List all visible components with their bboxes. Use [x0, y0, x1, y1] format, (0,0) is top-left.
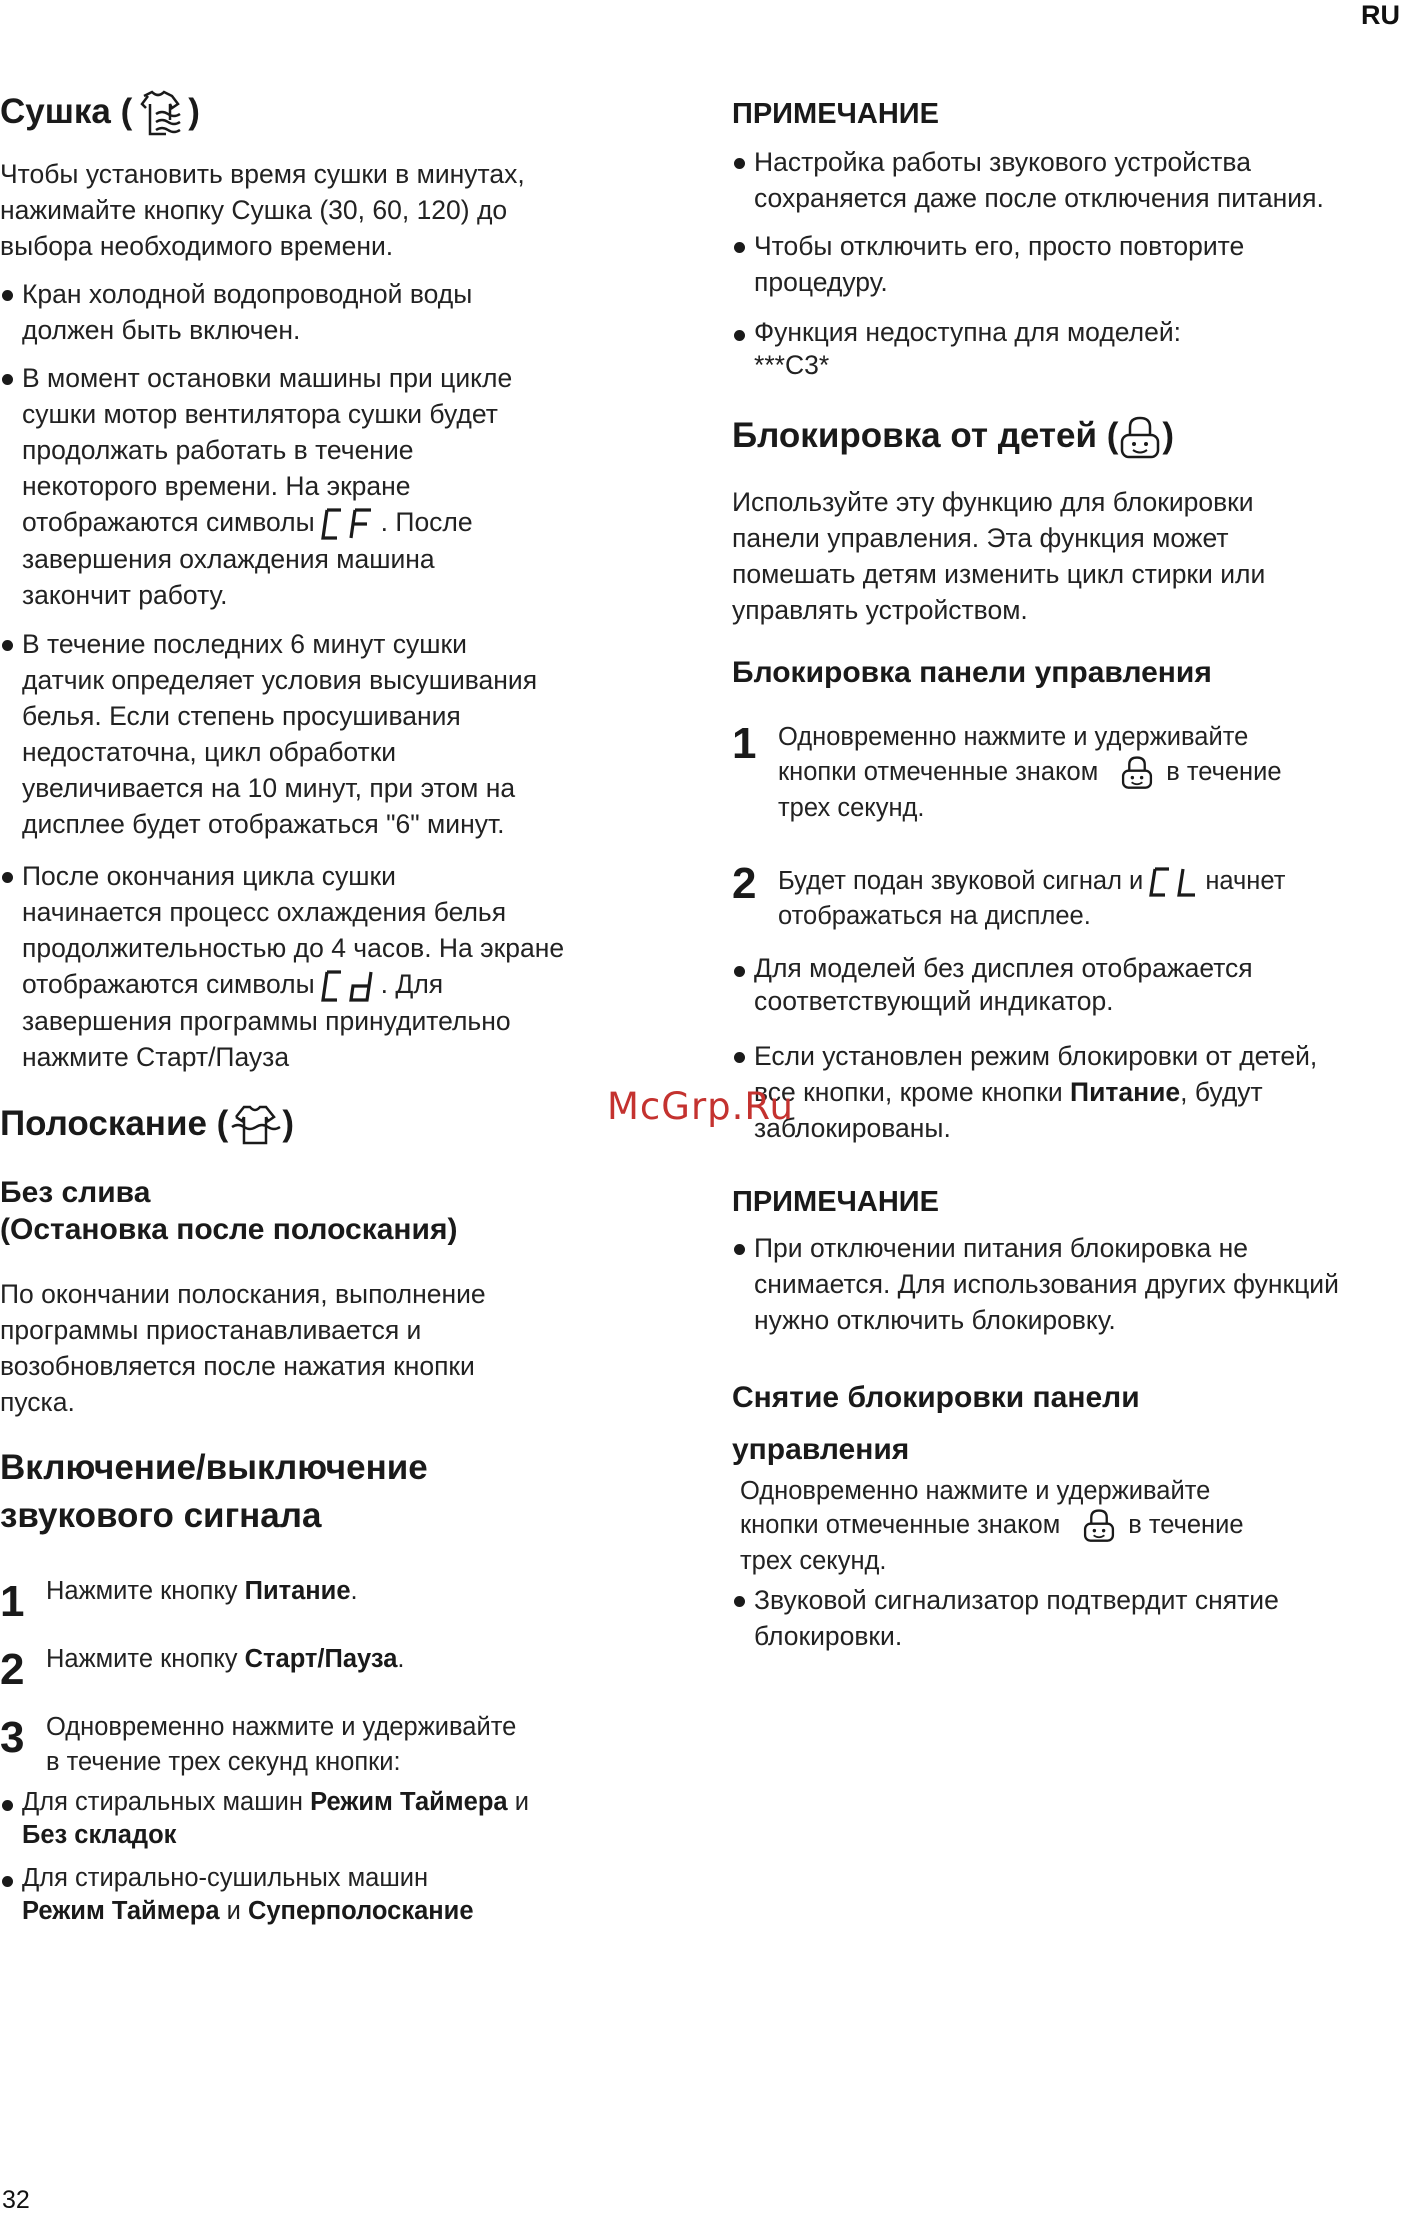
watermark: McGrp.Ru [607, 1085, 794, 1128]
lock-step-1-text: Одновременно нажмите и удерживайте кнопки отмеченные знаком в течение трех секунд. [778, 723, 1282, 823]
sound-bullet-1: Для стиральных машин Режим Таймера и Без складок [0, 1786, 529, 1852]
drying-bullet-4: После окончания цикла сушки начинается процесс охлаждения белья продолжительностью до 4 часов. На экране отображаются символы . Для завершения программы принудительно нажмите Старт/Пауза [0, 858, 564, 1075]
display-cf-symbol [321, 507, 375, 541]
note-2-title: ПРИМЕЧАНИЕ [732, 1186, 939, 1218]
lock-bullet-1: Для моделей без дисплея отображается соответствующий индикатор. [732, 952, 1253, 1018]
sound-heading: Включение/выключение звукового сигнала [0, 1448, 428, 1535]
rinse-subheading: Без слива (Остановка после полоскания) [0, 1176, 458, 1246]
child-lock-icon [1120, 755, 1154, 791]
display-cd-symbol [321, 969, 375, 1003]
display-cl-symbol [1149, 866, 1199, 898]
drying-heading: Сушка ( ) [0, 88, 200, 138]
unlock-bullet-1: Звуковой сигнализатор подтвердит снятие блокировки. [732, 1582, 1279, 1654]
language-code: RU [1361, 0, 1400, 30]
page-number: 32 [2, 2186, 30, 2214]
rinse-text: По окончании полоскания, выполнение программы приостанавливается и возобновляется после нажатия кнопки пуска. [0, 1279, 486, 1417]
lock-bullet-2: Если установлен режим блокировки от детей, все кнопки, кроме кнопки Питание, будут заблокированы. [732, 1038, 1317, 1146]
sound-step-1-text: Нажмите кнопку Питание. [46, 1577, 358, 1605]
unlock-heading: Снятие блокировки панели управления [732, 1381, 1140, 1466]
drying-bullet-1: Кран холодной водопроводной воды должен быть включен. [0, 276, 472, 348]
drying-icon [132, 90, 188, 138]
lock-step-1-number: 1 [732, 719, 757, 768]
drying-bullet-3: В течение последних 6 минут сушки датчик определяет условия высушивания белья. Если степень просушивания недостаточна, цикл обработки увеличивается на 10 минут, при этом на дисплее будет отображаться "6" минут. [0, 626, 537, 842]
note-1-bullet-2: Чтобы отключить его, просто повторите процедуру. [732, 228, 1244, 300]
note-1-title: ПРИМЕЧАНИЕ [732, 98, 939, 130]
sound-step-3-number: 3 [0, 1713, 25, 1762]
note-1-bullet-1: Настройка работы звукового устройства сохраняется даже после отключения питания. [732, 144, 1324, 216]
drying-intro: Чтобы установить время сушки в минутах, нажимайте кнопку Сушка (30, 60, 120) до выбора необходимого времени. [0, 159, 525, 261]
note-1-bullet-3: Функция недоступна для моделей: ***C3* [732, 316, 1181, 382]
sound-step-2-number: 2 [0, 1645, 25, 1694]
note-2-bullet-1: При отключении питания блокировка не снимается. Для использования других функций нужно отключить блокировку. [732, 1230, 1339, 1338]
child-lock-icon [1118, 415, 1162, 461]
child-lock-icon [1082, 1508, 1116, 1544]
sound-step-2-text: Нажмите кнопку Старт/Пауза. [46, 1645, 405, 1673]
rinse-heading: Полоскание ( ) [0, 1100, 294, 1149]
unlock-text: Одновременно нажмите и удерживайте кнопки отмеченные знаком в течение трех секунд. [740, 1477, 1244, 1576]
sound-step-1-number: 1 [0, 1577, 25, 1626]
drying-bullet-2: В момент остановки машины при цикле сушки мотор вентилятора сушки будет продолжать работать в течение некоторого времени. На экране отображаются символы . После завершения охлаждения машина закончит работу. [0, 360, 512, 613]
lock-panel-heading: Блокировка панели управления [732, 656, 1212, 689]
lock-step-2-text: Будет подан звуковой сигнал и начнет отображаться на дисплее. [778, 867, 1286, 930]
rinse-icon [228, 1103, 282, 1149]
sound-step-3-text: Одновременно нажмите и удерживайте в течение трех секунд кнопки: [46, 1713, 517, 1776]
childlock-intro: Используйте эту функцию для блокировки панели управления. Эта функция может помешать детям изменить цикл стирки или управлять устройством. [732, 487, 1266, 625]
sound-bullet-2: Для стирально-сушильных машин Режим Таймера и Суперполоскание [0, 1862, 474, 1928]
childlock-heading: Блокировка от детей ( ) [732, 412, 1174, 461]
lock-step-2-number: 2 [732, 859, 757, 908]
